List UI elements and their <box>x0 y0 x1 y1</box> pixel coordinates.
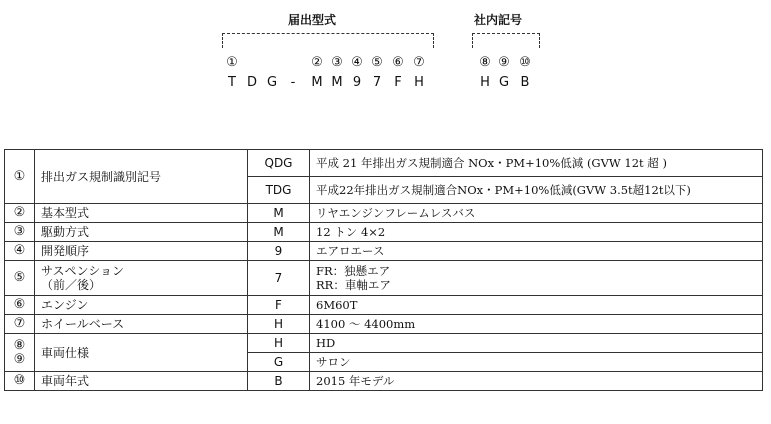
code-cell: QDG <box>248 150 310 177</box>
position-number: ⑦ <box>413 55 425 70</box>
code-cell: 9 <box>248 242 310 261</box>
table-row <box>5 334 763 353</box>
model-code-diagram <box>0 0 771 100</box>
description-cell: 2015 年モデル <box>310 372 763 391</box>
item-name-line: （前／後） <box>41 278 102 292</box>
item-name: ホイールベース <box>35 315 248 334</box>
code-cell: 7 <box>248 261 310 296</box>
code-char: M <box>311 75 323 90</box>
code-char: T <box>228 75 236 90</box>
description-cell: 平成22年排出ガス規制適合NOx・PM+10%低減(GVW 3.5t超12t以下) <box>310 177 763 204</box>
row-number-line: ⑧ <box>13 337 26 353</box>
code-cell: G <box>248 353 310 372</box>
code-cell: H <box>248 315 310 334</box>
description-cell: 6M60T <box>310 296 763 315</box>
item-name: 開発順序 <box>35 242 248 261</box>
description-cell: 4100 〜 4400mm <box>310 315 763 334</box>
description-cell: リヤエンジンフレームレスバス <box>310 204 763 223</box>
code-char: 9 <box>352 75 362 90</box>
description-cell: HD <box>310 334 763 353</box>
position-number: ③ <box>331 55 343 70</box>
row-number: ⑦ <box>5 315 35 334</box>
description-cell: 平成 21 年排出ガス規制適合 NOx・PM+10%低減 (GVW 12t 超 ) <box>310 150 763 177</box>
table-row <box>5 372 763 391</box>
code-char: 7 <box>372 75 382 90</box>
row-number <box>5 334 35 372</box>
item-name: 基本型式 <box>35 204 248 223</box>
code-cell: F <box>248 296 310 315</box>
item-name: エンジン <box>35 296 248 315</box>
row-number-line: ⑨ <box>13 351 26 367</box>
description-cell: エアロエース <box>310 242 763 261</box>
description-line: RR：車軸エア <box>316 278 391 292</box>
position-number: ④ <box>351 55 363 70</box>
code-char: G <box>266 75 278 90</box>
row-number: ⑥ <box>5 296 35 315</box>
group-label-internal-code: 社内記号 <box>474 13 523 27</box>
code-cell: M <box>248 204 310 223</box>
position-number: ⑧ <box>479 55 491 70</box>
code-char: - <box>290 75 296 90</box>
code-char: D <box>246 75 257 90</box>
row-number: ⑤ <box>5 261 35 296</box>
position-number: ⑩ <box>519 55 531 70</box>
description-line: FR：独懸エア <box>316 264 391 278</box>
code-cell: M <box>248 223 310 242</box>
code-char: B <box>520 75 530 90</box>
row-number: ③ <box>5 223 35 242</box>
table-row <box>5 315 763 334</box>
code-char: H <box>480 75 490 90</box>
position-number: ⑥ <box>392 55 404 70</box>
position-number: ① <box>226 55 238 70</box>
bracket-internal-code <box>472 33 540 48</box>
item-name-line: サスペンション <box>41 264 124 278</box>
code-char: M <box>331 75 343 90</box>
row-number: ② <box>5 204 35 223</box>
table-row <box>5 223 763 242</box>
code-cell: B <box>248 372 310 391</box>
row-number: ① <box>5 150 35 204</box>
position-number: ② <box>311 55 323 70</box>
position-number: ⑤ <box>371 55 383 70</box>
item-name: 排出ガス規制識別記号 <box>35 150 248 204</box>
description-cell: 12 トン 4×2 <box>310 223 763 242</box>
position-number: ⑨ <box>498 55 510 70</box>
item-name <box>35 261 248 296</box>
code-char: G <box>498 75 510 90</box>
code-char: F <box>394 75 402 90</box>
item-name: 駆動方式 <box>35 223 248 242</box>
description-cell <box>310 261 763 296</box>
group-label-registered-model: 届出型式 <box>288 13 337 27</box>
code-cell: H <box>248 334 310 353</box>
table-row <box>5 242 763 261</box>
bracket-registered-model <box>222 33 434 48</box>
code-char: H <box>414 75 424 90</box>
table-row <box>5 150 763 177</box>
code-cell: TDG <box>248 177 310 204</box>
row-number: ④ <box>5 242 35 261</box>
table-row <box>5 204 763 223</box>
spec-table <box>4 149 763 391</box>
description-cell: サロン <box>310 353 763 372</box>
row-number: ⑩ <box>5 372 35 391</box>
item-name: 車両年式 <box>35 372 248 391</box>
table-row <box>5 261 763 296</box>
item-name: 車両仕様 <box>35 334 248 372</box>
table-row <box>5 296 763 315</box>
